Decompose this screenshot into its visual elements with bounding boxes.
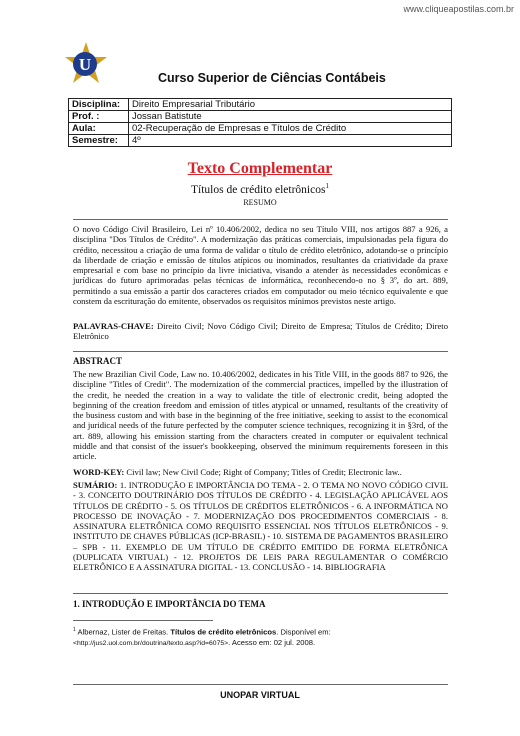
watermark: www.cliqueapostilas.com.br <box>403 4 514 14</box>
section-heading: 1. INTRODUÇÃO E IMPORTÂNCIA DO TEMA <box>73 599 266 609</box>
abstract-heading: ABSTRACT <box>73 356 123 366</box>
subtitle-text: Títulos de crédito eletrônicos <box>191 183 326 196</box>
footnote-available: . Disponível em: <box>276 627 331 637</box>
summary-text: 1. INTRODUÇÃO E IMPORTÂNCIA DO TEMA - 2. O TEMA NO NOVO CÓDIGO CIVIL - 3. CONCEITO DOUTRINÁRIO DOS TÍTULOS DE CRÉDITO - 4. LEGISLAÇÃO APLICÁVEL AOS TÍTULOS DE CRÉDITO - 5. OS TÍTULOS DE CRÉDITOS ELETRÔNICOS - 6. A INFORMÁTICA NO PROCESSO DE INOVAÇÃO - 7. MODERNIZAÇÃO DOS PROCEDIMENTOS COMERCIAIS - 8. ASSINATURA ELETRÔNICA COMO REQUISITO ESSENCIAL NOS TÍTULOS ELETRÔNICOS - 9. INSTITUTO DE CHAVES PÚBLICAS (ICP-BRASIL) - 10. SISTEMA DE PAGAMENTOS BRASILEIRO – SPB - 11. EXEMPLO DE UM TÍTULO DE CRÉDITO EMITIDO DE FORMA ELETRÔNICA (DUPLICATA VIRTUAL) - 12. PROJETOS DE LEIS PARA REGULAMENTAR O COMÉRCIO ELETRÔNICO E A ASSINATURA DIGITAL - 13. CONCLUSÃO - 14. BIBLIOGRAFIA <box>73 480 448 573</box>
resumo-paragraph: O novo Código Civil Brasileiro, Lei nº 10.406/2002, dedica no seu Título VIII, nos artigos 887 a 926, a disciplina "Dos Títulos de Crédito". A modernização das práticas comerciais, impulsionadas pela figura do crédito, necessitou a criação de uma forma de validar o título de crédito eletrônico, adotando-se o princípio da liberdade de criação e emissão de títulos atípicos ou inominados, resultantes da criatividade da praxe empresarial e com base no princípio da livre iniciativa, visando a atender às necessidades econômicas e jurídicas do futuro aprimoradas pelas técnicas de informática, reconhecendo-o no § 3º, do art. 889, permitindo a sua emissão a partir dos caracteres criados em computador ou meio técnico equivalente e que constem da escrituração do emitente, observados os requisitos mínimos previstos neste artigo. <box>73 224 448 307</box>
info-value: Direito Empresarial Tributário <box>129 99 452 111</box>
divider <box>73 593 448 594</box>
info-value: Jossan Batistute <box>129 111 452 123</box>
info-value: 02-Recuperação de Empresas e Títulos de Crédito <box>129 123 452 135</box>
info-row-semester <box>69 135 452 147</box>
university-logo <box>62 40 110 86</box>
info-value: 4º <box>129 135 452 147</box>
footnote-title: Títulos de crédito eletrônicos <box>170 627 277 637</box>
footnote-number: 1 <box>73 627 76 633</box>
abstract-paragraph: The new Brazilian Civil Code, Law no. 10.406/2002, dedicates in his Title VIII, in the goods 887 to 926, the discipline "Titles of Credit". The modernization of the commercial practices, impelled by the illustration of the credit, he needed the creation in a way to validate the title of electronic credit, being adopted the beginning of the creation freedom and emission of titles atypical or unnamed, resultants of the creativity of the business custom and with base in the beginning of the free initiative, seeking to assist to the economical and juridical needs of the future perfected by the computer science techniques, recognizing it in §3rd, of the art. 889, allowing his emission starting from the characters created in computer or equivalent technical middle and that consist of the issuer's bookkeeping, observed the minimum requirements foreseen in this article. <box>73 369 448 462</box>
info-row-class <box>69 123 452 135</box>
info-row-professor <box>69 111 452 123</box>
course-title: Curso Superior de Ciências Contábeis <box>158 71 386 85</box>
footnote-ref: 1 <box>325 182 329 190</box>
wordkey-label: WORD-KEY: <box>73 467 125 477</box>
wordkey-text: Civil law; New Civil Code; Right of Company; Titles of Credit; Electronic law.. <box>124 467 402 477</box>
footnote-author: Albernaz, Lister de Freitas. <box>75 627 171 637</box>
resumo-label: RESUMO <box>243 198 277 207</box>
footnote <box>73 625 453 649</box>
summary-label: SUMÁRIO: <box>73 480 118 490</box>
document-title: Texto Complementar <box>187 160 333 177</box>
footer: UNOPAR VIRTUAL <box>220 690 300 700</box>
info-label: Disciplina: <box>69 99 129 111</box>
divider <box>73 351 448 352</box>
footnote-divider <box>73 620 213 621</box>
info-label: Semestre: <box>69 135 129 147</box>
info-label: Prof. : <box>69 111 129 123</box>
divider <box>73 219 448 220</box>
logo-letter: U <box>78 55 92 74</box>
footnote-access: . Acesso em: 02 jul. 2008. <box>228 637 316 647</box>
document-subtitle <box>0 182 520 196</box>
course-info-table <box>68 98 452 147</box>
keywords-label: PALAVRAS-CHAVE: <box>73 321 154 331</box>
info-row-discipline <box>69 99 452 111</box>
info-label: Aula: <box>69 123 129 135</box>
keywords-paragraph <box>73 321 448 342</box>
wordkey-paragraph <box>73 467 448 477</box>
footnote-url[interactable]: <http://jus2.uol.com.br/doutrina/texto.asp?id=6075> <box>73 639 229 647</box>
summary-paragraph <box>73 480 448 573</box>
footer-divider <box>73 684 448 685</box>
keywords-text: Direito Civil; Novo Código Civil; Direito de Empresa; Títulos de Crédito; Direto Eletrônico <box>73 321 448 342</box>
